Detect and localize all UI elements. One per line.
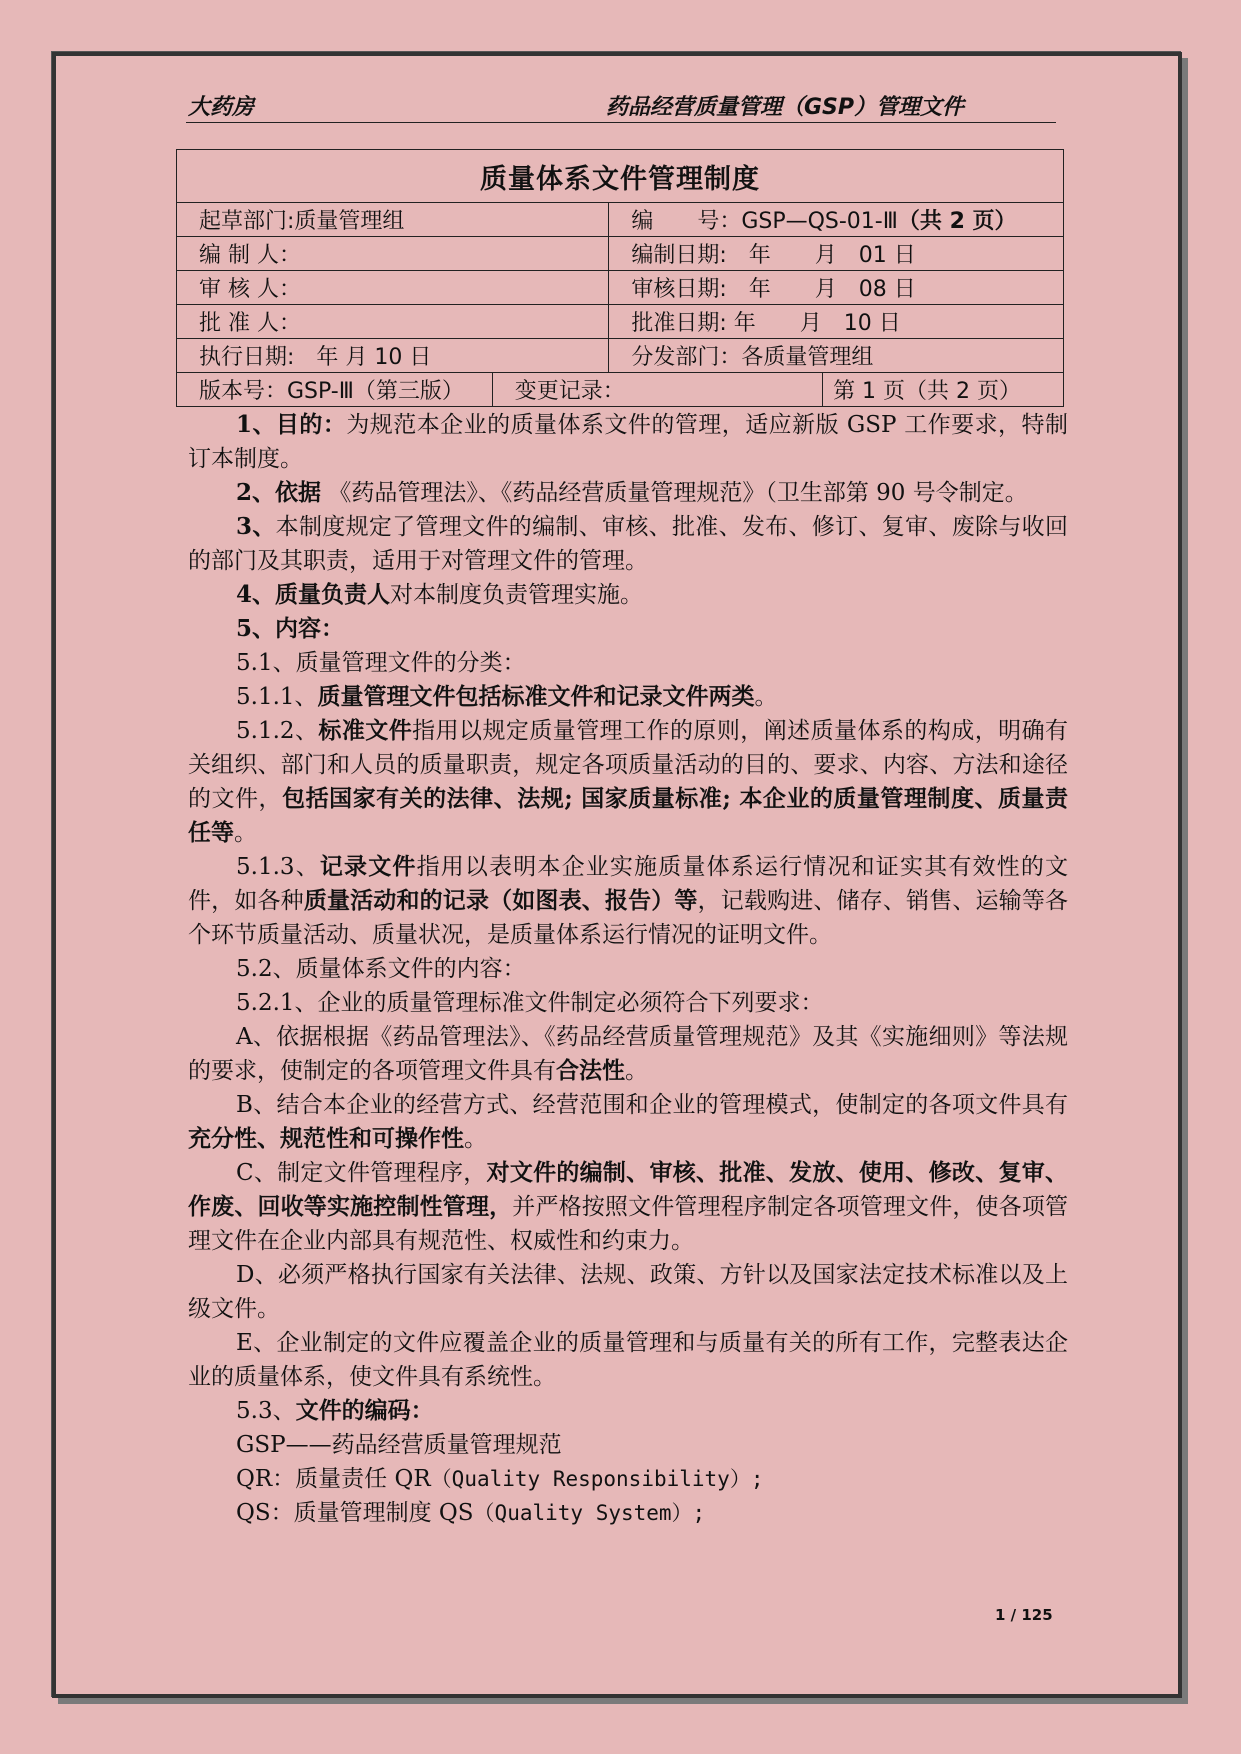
paragraph-5-2-1: 5.2.1、企业的质量管理标准文件制定必须符合下列要求： [236,990,824,1016]
paragraph-5-1-3: 5.1.3、记录文件指用以表明本企业实施质量体系运行情况和证实其有效性的文件，如各种质量活动和的记录（如图表、报告）等，记载购进、储存、销售、运输等各个环节质量活动、质量状况，是质量体系运行情况的证明文件。 [188,853,1069,948]
draft-department: 起草部门:质量管理组 [177,203,609,237]
paragraph-d: D、必须严格执行国家有关法律、法规、政策、方针以及国家法定技术标准以及上级文件。 [188,1262,1068,1322]
paragraph-basis: 2、依据 《药品管理法》、《药品经营质量管理规范》（卫生部第 90 号令制定。 [236,479,1028,506]
paragraph-qr-definition: QR：质量责任 QR（Quality Responsibility）; [236,1466,764,1492]
paragraph-qs-definition: QS：质量管理制度 QS（Quality System）; [236,1500,706,1526]
paragraph-e: E、企业制定的文件应覆盖企业的质量管理和与质量有关的所有工作，完整表达企业的质量体系，使文件具有系统性。 [188,1330,1068,1390]
paragraph-5-1-2: 5.1.2、标准文件指用以规定质量管理工作的原则，阐述质量体系的构成，明确有关组织、部门和人员的质量职责，规定各项质量活动的目的、要求、内容、方法和途径的文件，包括国家有关的法律、法规; 国家质量标准; 本企业的质量管理制度、质量责任等。 [188,717,1069,846]
paragraph-5-1: 5.1、质量管理文件的分类： [236,650,526,676]
paragraph-5-2: 5.2、质量体系文件的内容： [236,956,526,982]
document-info-table [176,149,1064,407]
paragraph-b: B、结合本企业的经营方式、经营范围和企业的管理模式，使制定的各项文件具有充分性、规范性和可操作性。 [188,1092,1068,1152]
page-number: 1 / 125 [995,1606,1053,1624]
approve-date-field: 批准日期: 年 月 10 日 [609,305,1064,339]
paragraph-5-1-1: 5.1.1、质量管理文件包括标准文件和记录文件两类。 [236,683,778,710]
distribution-department: 分发部门：各质量管理组 [609,339,1064,373]
paragraph-c: C、制定文件管理程序，对文件的编制、审核、批准、发放、使用、修改、复审、作废、回收等实施控制性管理，并严格按照文件管理程序制定各项管理文件，使各项管理文件在企业内部具有规范性、权威性和约束力。 [188,1159,1069,1254]
paragraph-purpose: 1、目的：为规范本企业的质量体系文件的管理，适应新版 GSP 工作要求，特制订本制度。 [188,411,1068,472]
approver-field: 批 准 人： [177,305,609,339]
change-log-field: 变更记录： [492,373,822,407]
header-divider [186,122,1056,123]
page-info-field: 第 1 页（共 2 页） [823,373,1064,407]
document-body [188,408,1068,1530]
paragraph-a: A、依据根据《药品管理法》、《药品经营质量管理规范》及其《实施细则》等法规的要求，使制定的各项管理文件具有合法性。 [188,1024,1068,1084]
header-doc-type: 药品经营质量管理（GSP）管理文件 [606,95,965,120]
header-company: 大药房 [188,95,255,120]
document-title: 质量体系文件管理制度 [177,150,1064,203]
compile-date-field: 编制日期: 年 月 01 日 [609,237,1064,271]
paragraph-5-3: 5.3、文件的编码： [236,1397,434,1424]
reviewer-field: 审 核 人： [177,271,609,305]
document-code-pages: （共 2 页） [897,209,1017,234]
compiler-field: 编 制 人： [177,237,609,271]
execution-date-field: 执行日期: 年 月 10 日 [177,339,609,373]
document-code-label: 编 号：GSP—QS-01-Ⅲ [631,209,898,234]
version-field: 版本号：GSP-Ⅲ（第三版） [177,373,493,407]
document-code [609,203,1064,237]
paragraph-gsp-definition: GSP——药品经营质量管理规范 [236,1432,562,1458]
paragraph-scope: 3、本制度规定了管理文件的编制、审核、批准、发布、修订、复审、废除与收回的部门及其职责，适用于对管理文件的管理。 [188,513,1068,574]
review-date-field: 审核日期: 年 月 08 日 [609,271,1064,305]
paragraph-content-heading: 5、内容： [236,615,345,642]
paragraph-responsibility: 4、质量负责人对本制度负责管理实施。 [236,581,644,608]
